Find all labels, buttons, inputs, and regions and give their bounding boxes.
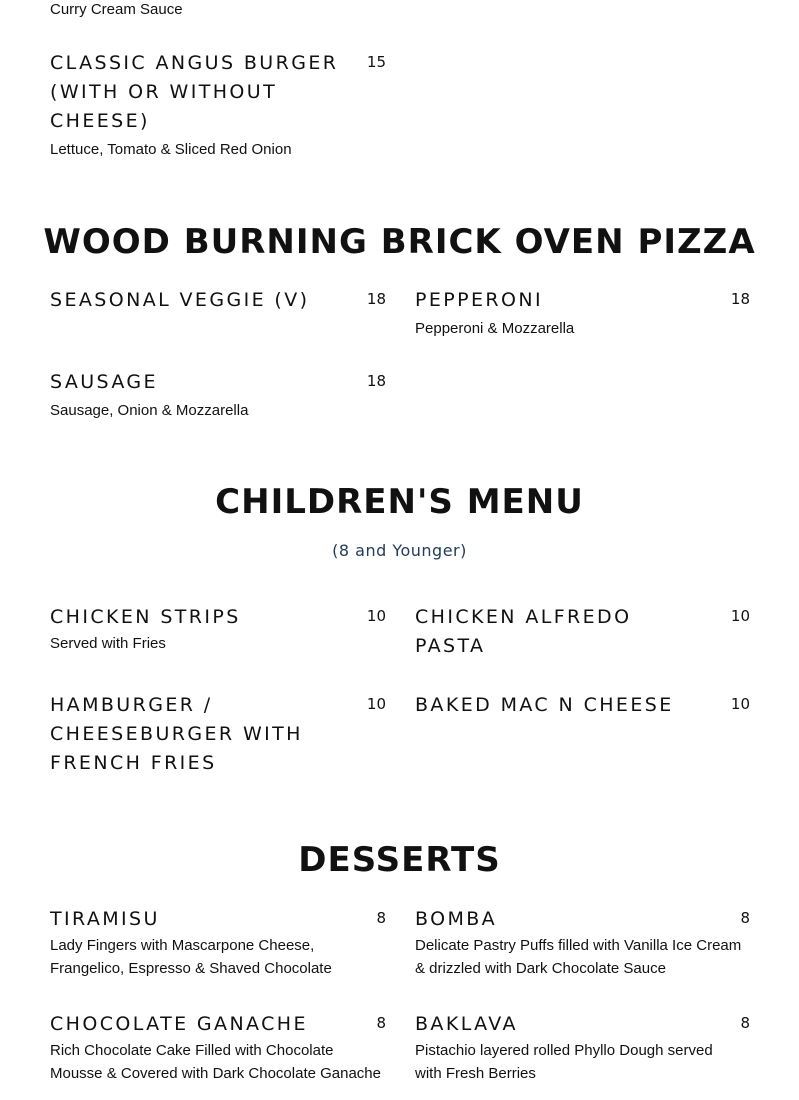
item-description-line: & drizzled with Dark Chocolate Sauce (415, 960, 666, 977)
item-description-fragment: Curry Cream Sauce (50, 1, 183, 18)
item-description: Sausage, Onion & Mozzarella (50, 402, 249, 419)
item-description-line: Mousse & Covered with Dark Chocolate Ganache (50, 1065, 381, 1082)
item-price: 8 (740, 1014, 750, 1032)
item-description: Pepperoni & Mozzarella (415, 320, 575, 337)
item-price: 15 (366, 53, 386, 71)
item-name-line: BAKED MAC N CHEESE (415, 694, 674, 716)
item-name-line: CHICKEN ALFREDO (415, 606, 632, 628)
item-name: CHOCOLATE GANACHE (50, 1013, 308, 1035)
item-price: 10 (730, 607, 750, 625)
menu-item-tiramisu (50, 905, 395, 980)
item-price: 8 (376, 909, 386, 927)
menu-item-mac-n-cheese (415, 691, 715, 720)
item-name-seasonal-veggie: SEASONAL VEGGIE (V) (50, 289, 310, 311)
item-description-line: Frangelico, Espresso & Shaved Chocolate (50, 960, 332, 977)
item-name: TIRAMISU (50, 908, 160, 930)
item-price: 8 (376, 1014, 386, 1032)
item-description-line: with Fresh Berries (415, 1065, 536, 1082)
menu-item-baklava (415, 1010, 760, 1085)
item-description: Served with Fries (50, 635, 166, 652)
item-name-pepperoni: PEPPERONI (415, 289, 543, 311)
menu-item-hamburger (50, 691, 350, 778)
item-price: 10 (366, 607, 386, 625)
item-name-sausage: SAUSAGE (50, 371, 158, 393)
menu-item-angus-burger (50, 49, 350, 161)
menu-item-chicken-strips (50, 603, 350, 655)
item-name-line: CHEESE) (50, 110, 150, 132)
item-description: Lettuce, Tomato & Sliced Red Onion (50, 141, 292, 158)
item-name-line: CHICKEN STRIPS (50, 606, 241, 628)
section-title-pizza: WOOD BURNING BRICK OVEN PIZZA (43, 222, 756, 262)
menu-item-chocolate-ganache (50, 1010, 395, 1085)
item-price: 18 (730, 290, 750, 308)
menu-item-bomba (415, 905, 760, 980)
item-price: 18 (366, 290, 386, 308)
item-name: BOMBA (415, 908, 498, 930)
item-name-line: (WITH OR WITHOUT (50, 81, 278, 103)
item-description-line: Pistachio layered rolled Phyllo Dough served (415, 1042, 713, 1059)
item-description-line: Delicate Pastry Puffs filled with Vanilla Ice Cream (415, 937, 742, 954)
item-price: 10 (366, 695, 386, 713)
item-price: 10 (730, 695, 750, 713)
item-name: BAKLAVA (415, 1013, 518, 1035)
item-price: 8 (740, 909, 750, 927)
item-name-line: PASTA (415, 635, 486, 657)
item-price: 18 (366, 372, 386, 390)
item-description-line: Rich Chocolate Cake Filled with Chocolate (50, 1042, 334, 1059)
section-title-desserts: DESSERTS (298, 840, 501, 880)
section-subtitle: (8 and Younger) (332, 541, 467, 560)
item-name-line: HAMBURGER / (50, 694, 213, 716)
item-description-line: Lady Fingers with Mascarpone Cheese, (50, 937, 315, 954)
section-title-children: CHILDREN'S MENU (215, 482, 584, 522)
item-name-line: CLASSIC ANGUS BURGER (50, 52, 339, 74)
item-name-line: FRENCH FRIES (50, 752, 217, 774)
menu-item-chicken-alfredo (415, 603, 715, 661)
item-name-line: CHEESEBURGER WITH (50, 723, 303, 745)
